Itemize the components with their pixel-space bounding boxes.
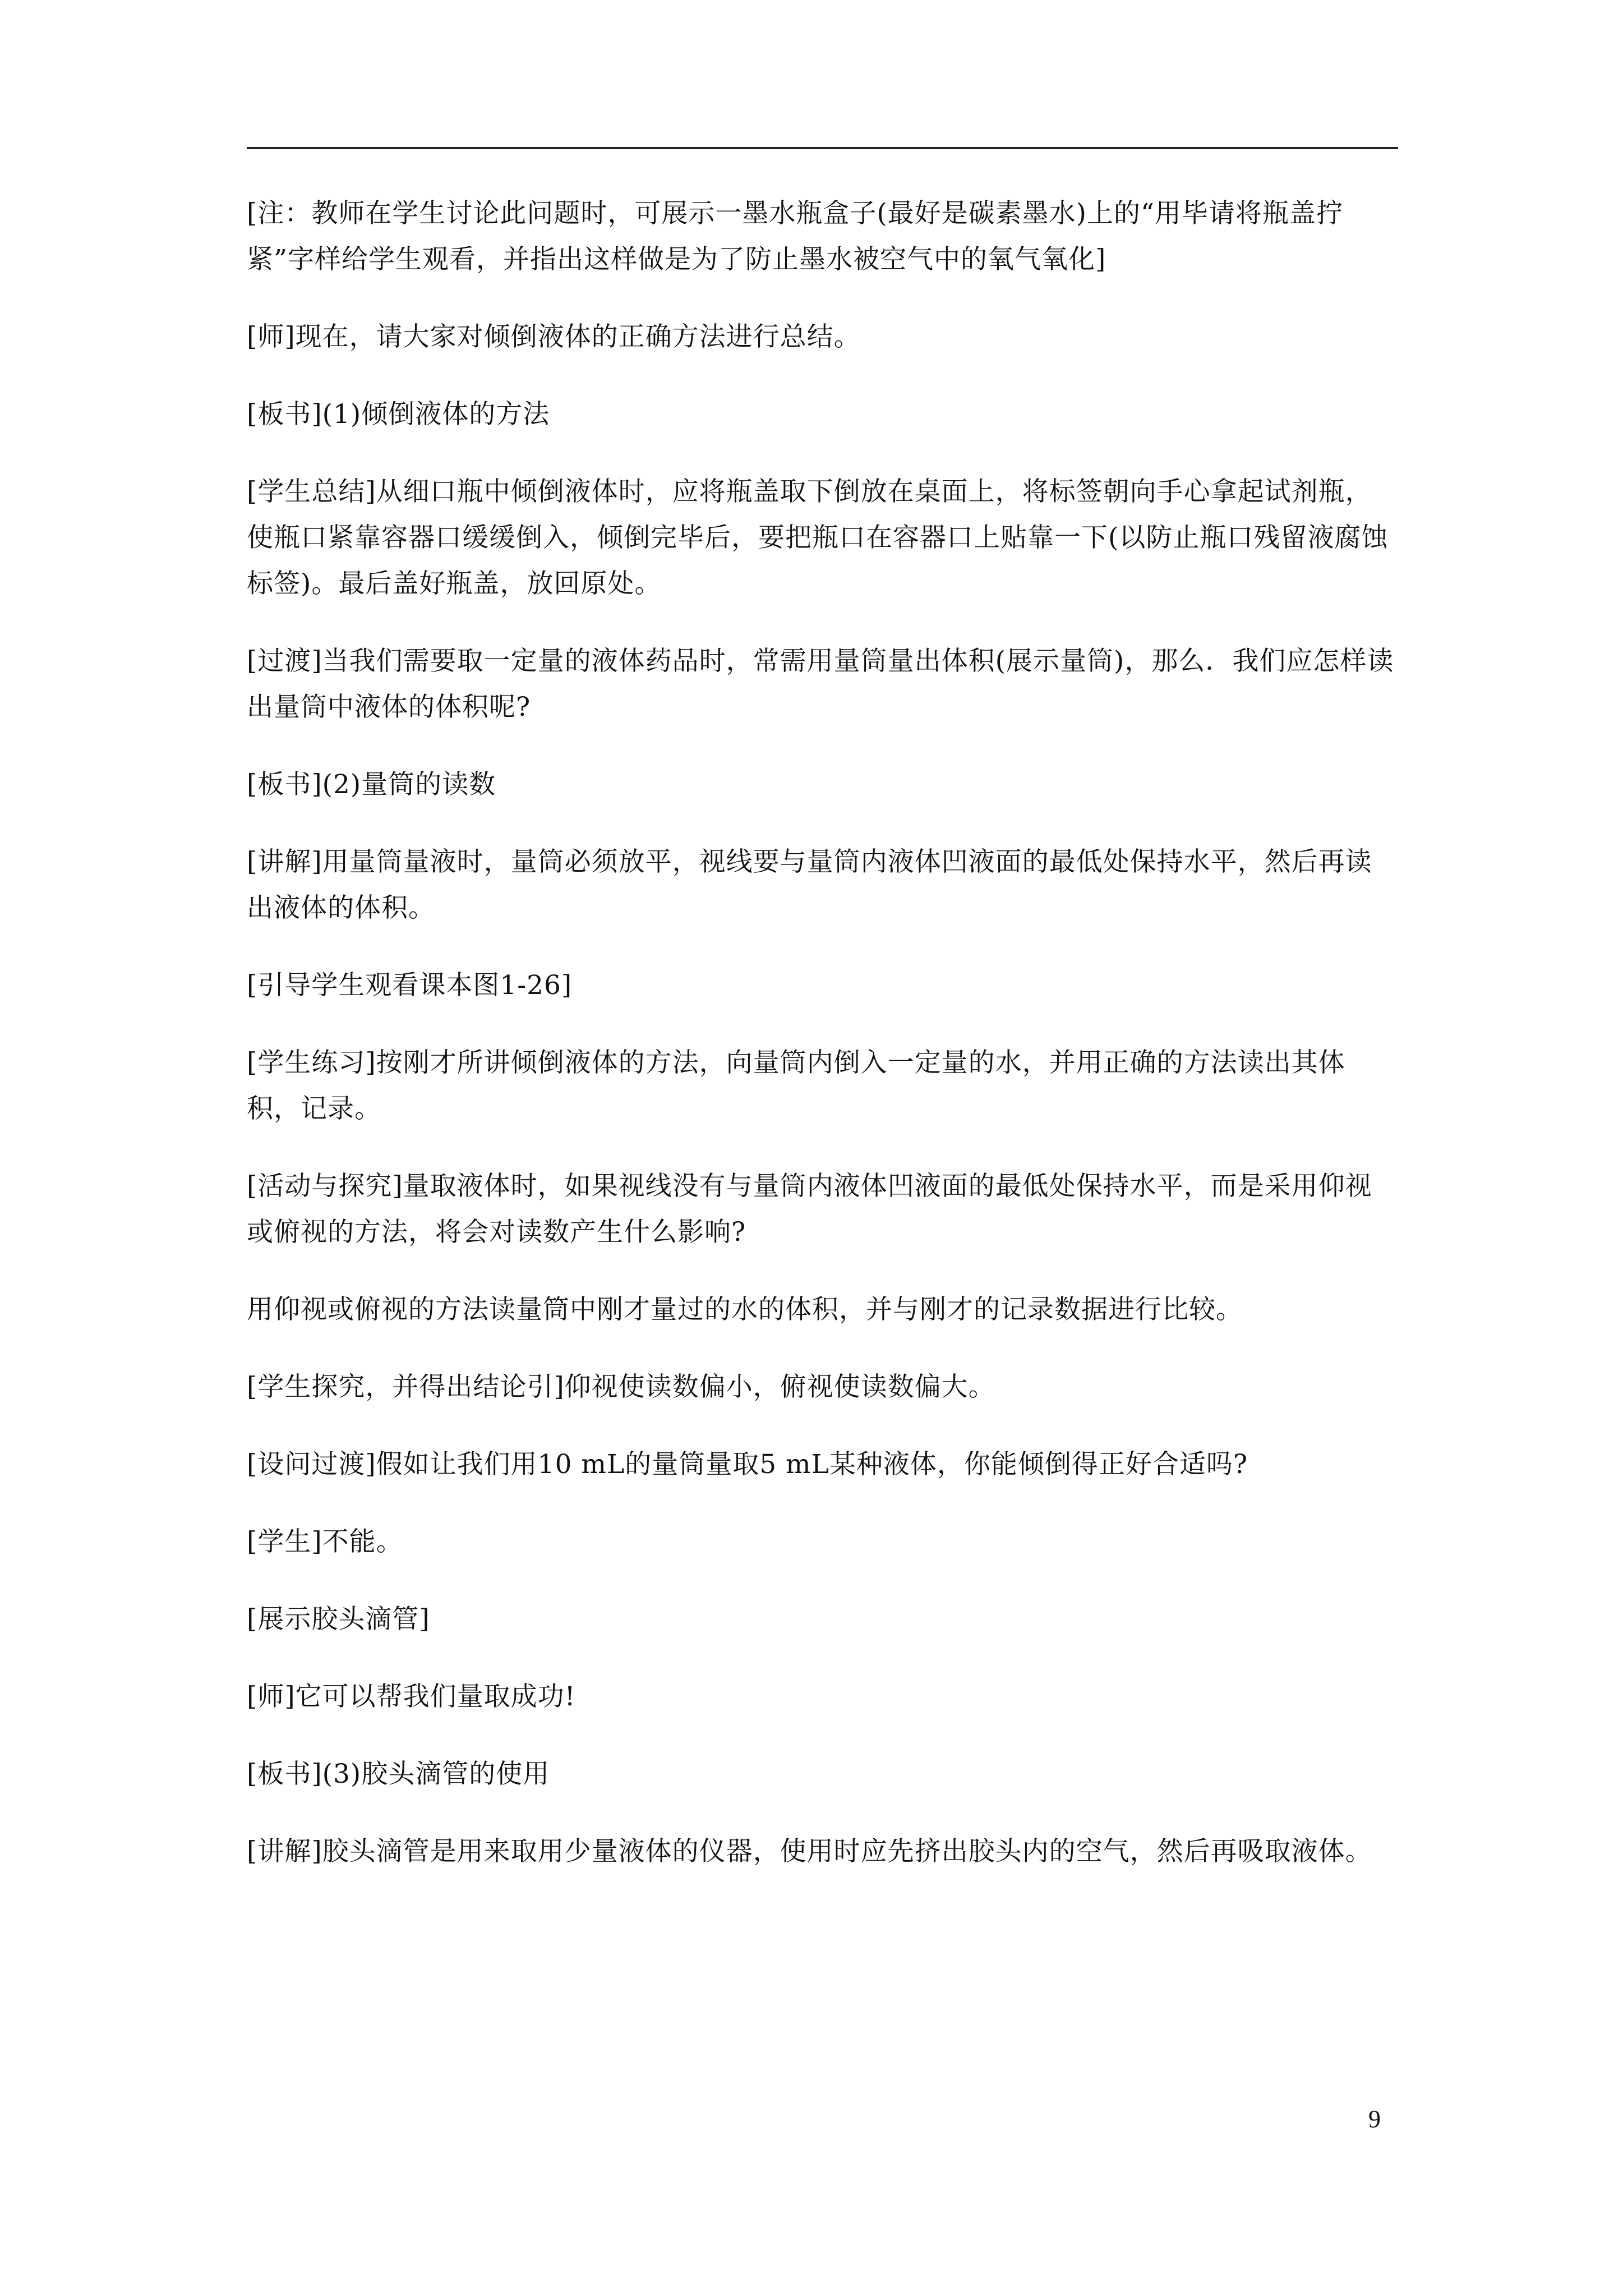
paragraph-note-ink-bottle: [注：教师在学生讨论此问题时，可展示一墨水瓶盒子(最好是碳素墨水)上的“用毕请将瓶盖拧紧”字样给学生观看，并指出这样做是为了防止墨水被空气中的氧气氧化] (247, 198, 1344, 275)
paragraph-board-pouring-method: [板书](1)倾倒液体的方法 (247, 399, 550, 430)
paragraph-explanation-dropper: [讲解]胶头滴管是用来取用少量液体的仪器，使用时应先挤出胶头内的空气，然后再吸取液体。 (247, 1836, 1372, 1867)
paragraph-student-summary: [学生总结]从细口瓶中倾倒液体时，应将瓶盖取下倒放在桌面上，将标签朝向手心拿起试剂瓶，使瓶口紧靠容器口缓缓倒入，倾倒完毕后，要把瓶口在容器口上贴靠一下(以防止瓶口残留液腐蚀标签)。最后盖好瓶盖，放回原处。 (247, 476, 1389, 599)
paragraph-student-practice: [学生练习]按刚才所讲倾倒液体的方法，向量筒内倒入一定量的水，并用正确的方法读出其体积，记录。 (247, 1047, 1345, 1124)
paragraph-teacher-summary-prompt: [师]现在，请大家对倾倒液体的正确方法进行总结。 (247, 321, 861, 352)
paragraph-explanation-reading: [讲解]用量筒量液时，量筒必须放平，视线要与量筒内液体凹液面的最低处保持水平，然后再读出液体的体积。 (247, 846, 1372, 923)
paragraph-guide-figure: [引导学生观看课本图1-26] (247, 970, 573, 1001)
paragraph-compare-readings: 用仰视或俯视的方法读量筒中刚才量过的水的体积，并与刚才的记录数据进行比较。 (247, 1294, 1243, 1325)
paragraph-question-transition: [设问过渡]假如让我们用10 mL的量筒量取5 mL某种液体，你能倾倒得正好合适吗? (247, 1449, 1248, 1480)
paragraph-transition-measuring: [过渡]当我们需要取一定量的液体药品时，常需用量筒量出体积(展示量筒)，那么．我们应怎样读出量筒中液体的体积呢? (247, 646, 1394, 723)
paragraph-teacher-dropper: [师]它可以帮我们量取成功! (247, 1681, 576, 1712)
paragraph-board-cylinder-reading: [板书](2)量筒的读数 (247, 769, 496, 800)
paragraph-student-conclusion: [学生探究，并得出结论引]仰视使读数偏小，俯视使读数偏大。 (247, 1372, 995, 1402)
paragraph-activity-inquiry: [活动与探究]量取液体时，如果视线没有与量筒内液体凹液面的最低处保持水平，而是采用仰视或俯视的方法，将会对读数产生什么影响? (247, 1171, 1372, 1248)
paragraph-board-dropper-use: [板书](3)胶头滴管的使用 (247, 1759, 550, 1789)
body-text (247, 191, 1398, 1906)
page-number: 9 (1368, 2105, 1381, 2133)
header-rule (247, 147, 1398, 149)
paragraph-student-answer: [学生]不能。 (247, 1526, 403, 1557)
paragraph-show-dropper: [展示胶头滴管] (247, 1604, 430, 1635)
